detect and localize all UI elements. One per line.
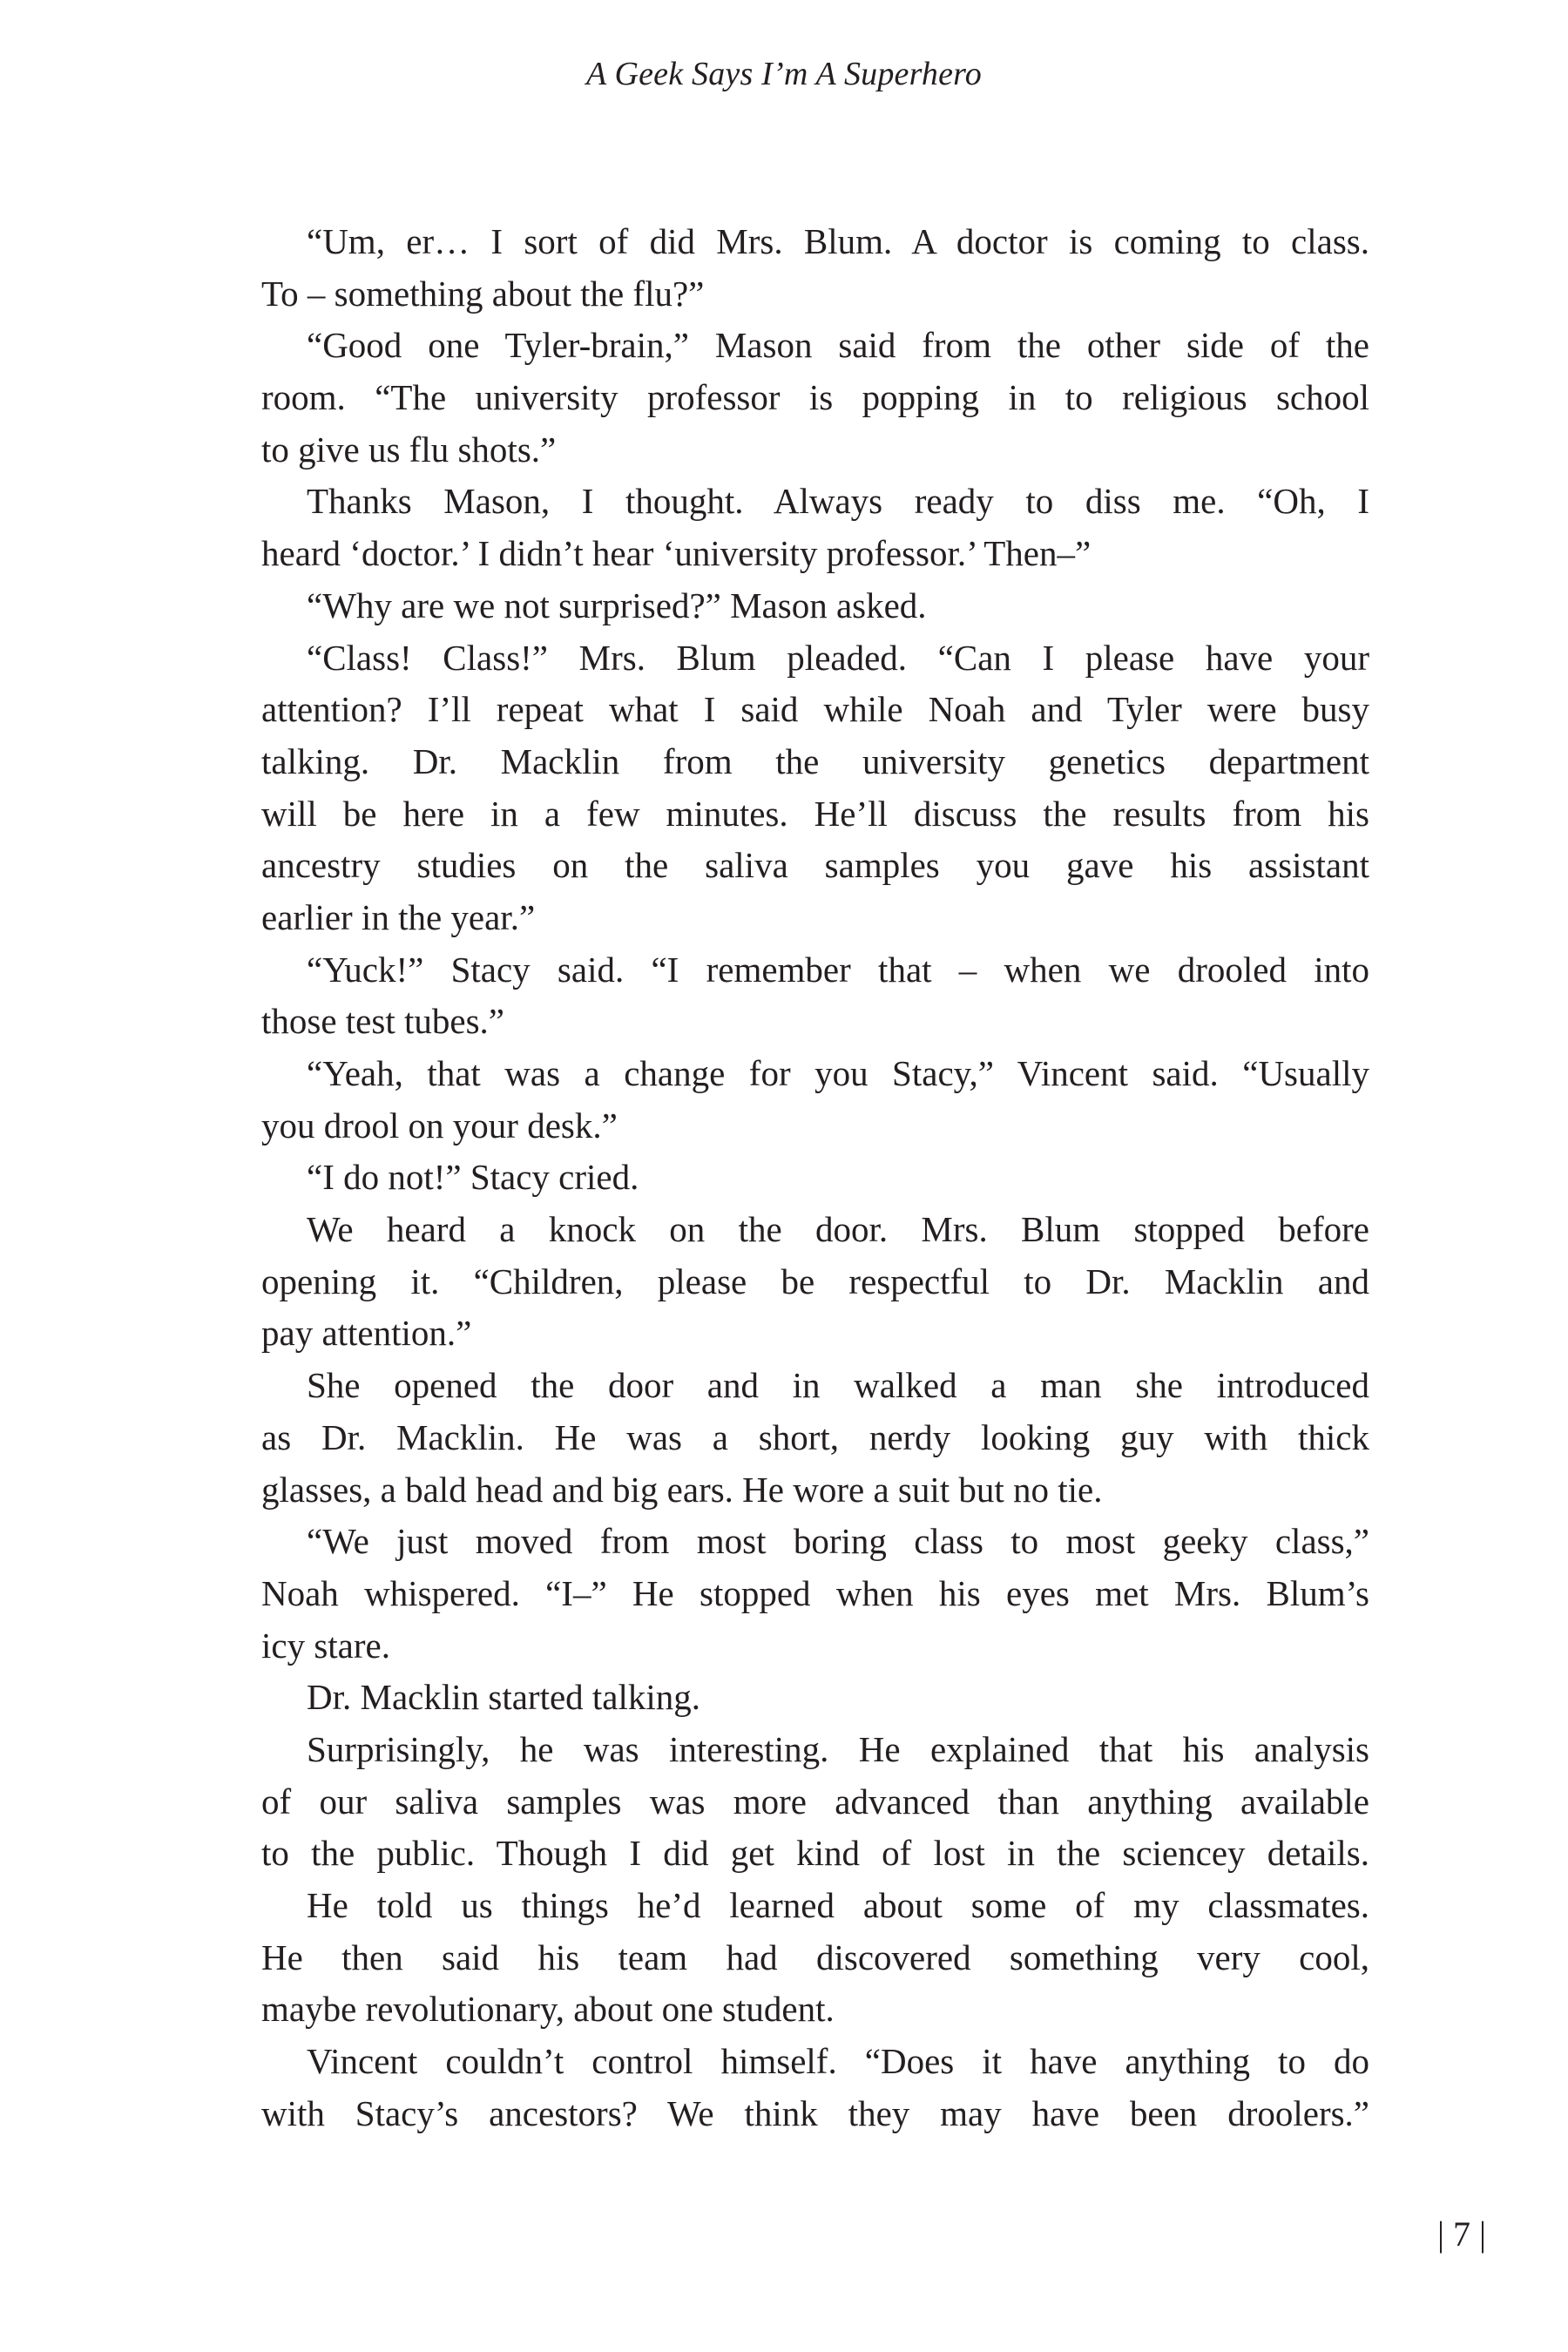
- page-number: | 7 |: [1437, 2214, 1487, 2254]
- paragraph-first-line: “Yuck!” Stacy said. “I remember that – when we drooled into: [307, 949, 1369, 990]
- text-line: He then said his team had discovered something very cool,: [261, 1936, 1369, 1977]
- paragraph-first-line: “Why are we not surprised?” Mason asked.: [307, 585, 927, 625]
- paragraph-first-line: “Good one Tyler-brain,” Mason said from the other side of the: [307, 325, 1369, 366]
- paragraph-first-line: He told us things he’d learned about some of my classmates.: [307, 1885, 1369, 1925]
- paragraph-first-line: “I do not!” Stacy cried.: [307, 1157, 639, 1198]
- text-line: as Dr. Macklin. He was a short, nerdy looking guy with thick: [261, 1416, 1369, 1457]
- text-line: you drool on your desk.”: [261, 1105, 618, 1146]
- text-line: Noah whispered. “I–” He stopped when his eyes met Mrs. Blum’s: [261, 1572, 1369, 1613]
- text-line: those test tubes.”: [261, 1001, 504, 1042]
- text-line: will be here in a few minutes. He’ll discuss the results from his: [261, 793, 1369, 834]
- text-line: to give us flu shots.”: [261, 429, 557, 470]
- text-line: talking. Dr. Macklin from the university genetics department: [261, 740, 1369, 781]
- text-line: attention? I’ll repeat what I said while Noah and Tyler were busy: [261, 689, 1369, 730]
- text-line: to the public. Though I did get kind of lost in the sciencey details.: [261, 1833, 1369, 1874]
- text-line: ancestry studies on the saliva samples you gave his assistant: [261, 845, 1369, 886]
- text-line: opening it. “Children, please be respectful to Dr. Macklin and: [261, 1260, 1369, 1301]
- page-body-text: [261, 216, 1369, 2139]
- paragraph-first-line: We heard a knock on the door. Mrs. Blum stopped before: [307, 1209, 1369, 1250]
- text-line: of our saliva samples was more advanced than anything available: [261, 1781, 1369, 1821]
- text-line: glasses, a bald head and big ears. He wore a suit but no tie.: [261, 1469, 1103, 1510]
- running-head-title: A Geek Says I’m A Superhero: [586, 56, 982, 92]
- text-line: earlier in the year.”: [261, 896, 536, 937]
- paragraph-first-line: Surprisingly, he was interesting. He explained that his analysis: [307, 1728, 1369, 1769]
- text-line: icy stare.: [261, 1625, 390, 1666]
- text-line: room. “The university professor is popping in to religious school: [261, 377, 1369, 418]
- paragraph-first-line: “Class! Class!” Mrs. Blum pleaded. “Can I please have your: [307, 637, 1369, 678]
- text-line: To – something about the flu?”: [261, 273, 705, 314]
- text-line: maybe revolutionary, about one student.: [261, 1989, 835, 2030]
- paragraph-first-line: Thanks Mason, I thought. Always ready to diss me. “Oh, I: [307, 481, 1369, 522]
- text-line: with Stacy’s ancestors? We think they may have been droolers.”: [261, 2092, 1369, 2133]
- paragraph-first-line: “We just moved from most boring class to most geeky class,”: [307, 1521, 1369, 1562]
- text-line: pay attention.”: [261, 1313, 472, 1354]
- paragraph-first-line: Vincent couldn’t control himself. “Does it have anything to do: [307, 2041, 1369, 2082]
- paragraph-first-line: She opened the door and in walked a man she introduced: [307, 1365, 1369, 1406]
- text-line: heard ‘doctor.’ I didn’t hear ‘university professor.’ Then–”: [261, 533, 1092, 574]
- paragraph-first-line: Dr. Macklin started talking.: [307, 1677, 701, 1718]
- paragraph-first-line: “Yeah, that was a change for you Stacy,” Vincent said. “Usually: [307, 1053, 1369, 1093]
- paragraph-first-line: “Um, er… I sort of did Mrs. Blum. A doctor is coming to class.: [307, 221, 1369, 261]
